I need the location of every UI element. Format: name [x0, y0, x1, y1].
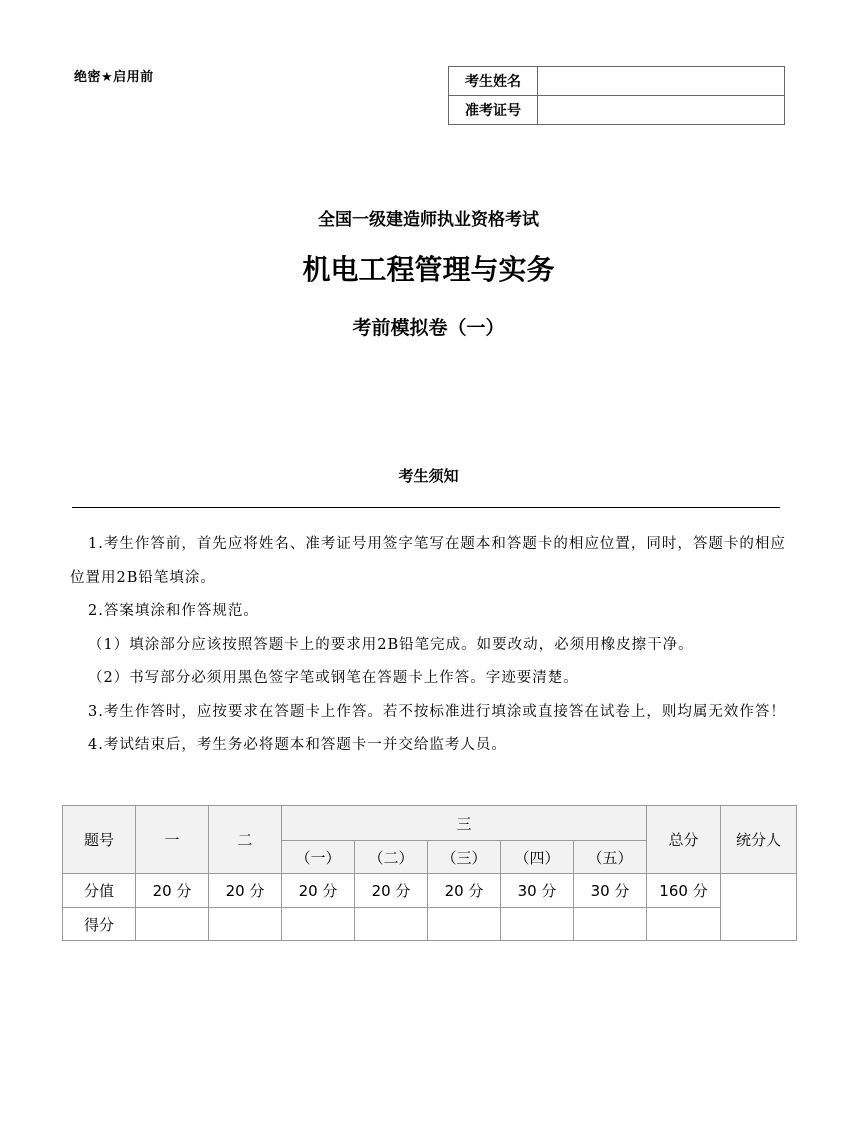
points-cell: 30 分 — [574, 874, 647, 908]
notice-list — [70, 528, 794, 763]
header-part-three: 三 — [282, 806, 647, 841]
divider — [72, 507, 780, 508]
points-cell: 20 分 — [355, 874, 428, 908]
score-label: 得分 — [63, 908, 136, 941]
sub-header: （五） — [574, 841, 647, 874]
score-total-cell[interactable] — [647, 908, 721, 941]
candidate-name-label: 考生姓名 — [449, 67, 538, 96]
notice-item: 4.考试结束后，考生务必将题本和答题卡一并交给监考人员。 — [88, 737, 507, 753]
header-part-one: 一 — [136, 806, 209, 874]
header-part-two: 二 — [209, 806, 282, 874]
points-cell: 20 分 — [209, 874, 282, 908]
score-cell[interactable] — [136, 908, 209, 941]
candidate-id-field[interactable] — [538, 96, 785, 125]
paper-title: 考前模拟卷（一） — [352, 317, 505, 339]
score-cell[interactable] — [428, 908, 501, 941]
notice-item: 2.答案填涂和作答规范。 — [88, 603, 259, 619]
points-cell: 20 分 — [428, 874, 501, 908]
notice-item: 1.考生作答前，首先应将姓名、准考证号用签字笔写在题本和答题卡的相应位置，同时，答题卡的相应位置用2B铅笔填涂。 — [70, 536, 786, 586]
score-cell[interactable] — [282, 908, 355, 941]
points-cell: 20 分 — [282, 874, 355, 908]
score-cell[interactable] — [209, 908, 282, 941]
notice-item: （1）填涂部分应该按照答题卡上的要求用2B铅笔完成。如要改动，必须用橡皮擦干净。 — [88, 636, 694, 653]
score-table — [62, 805, 797, 941]
sub-header: （三） — [428, 841, 501, 874]
subject-title: 机电工程管理与实务 — [302, 253, 555, 286]
sub-header: （一） — [282, 841, 355, 874]
candidate-info-table — [448, 66, 785, 125]
score-cell[interactable] — [574, 908, 647, 941]
header-scorer: 统分人 — [721, 806, 797, 874]
scorer-cell[interactable] — [721, 874, 797, 941]
sub-header: （二） — [355, 841, 428, 874]
candidate-id-label: 准考证号 — [449, 96, 538, 125]
score-cell[interactable] — [501, 908, 574, 941]
candidate-name-field[interactable] — [538, 67, 785, 96]
notice-item: （2）书写部分必须用黑色签字笔或钢笔在答题卡上作答。字迹要清楚。 — [88, 670, 579, 686]
points-cell: 20 分 — [136, 874, 209, 908]
score-cell[interactable] — [355, 908, 428, 941]
notice-title: 考生须知 — [398, 467, 459, 485]
points-label: 分值 — [63, 874, 136, 908]
header-question-number: 题号 — [63, 806, 136, 874]
points-cell: 30 分 — [501, 874, 574, 908]
notice-item: 3.考生作答时，应按要求在答题卡上作答。若不按标准进行填涂或直接答在试卷上，则均属无效作答！ — [88, 703, 786, 720]
points-total-cell: 160 分 — [647, 874, 721, 908]
header-total: 总分 — [647, 806, 721, 874]
confidential-mark: 绝密★启用前 — [74, 70, 154, 85]
exam-name: 全国一级建造师执业资格考试 — [318, 210, 539, 230]
sub-header: （四） — [501, 841, 574, 874]
